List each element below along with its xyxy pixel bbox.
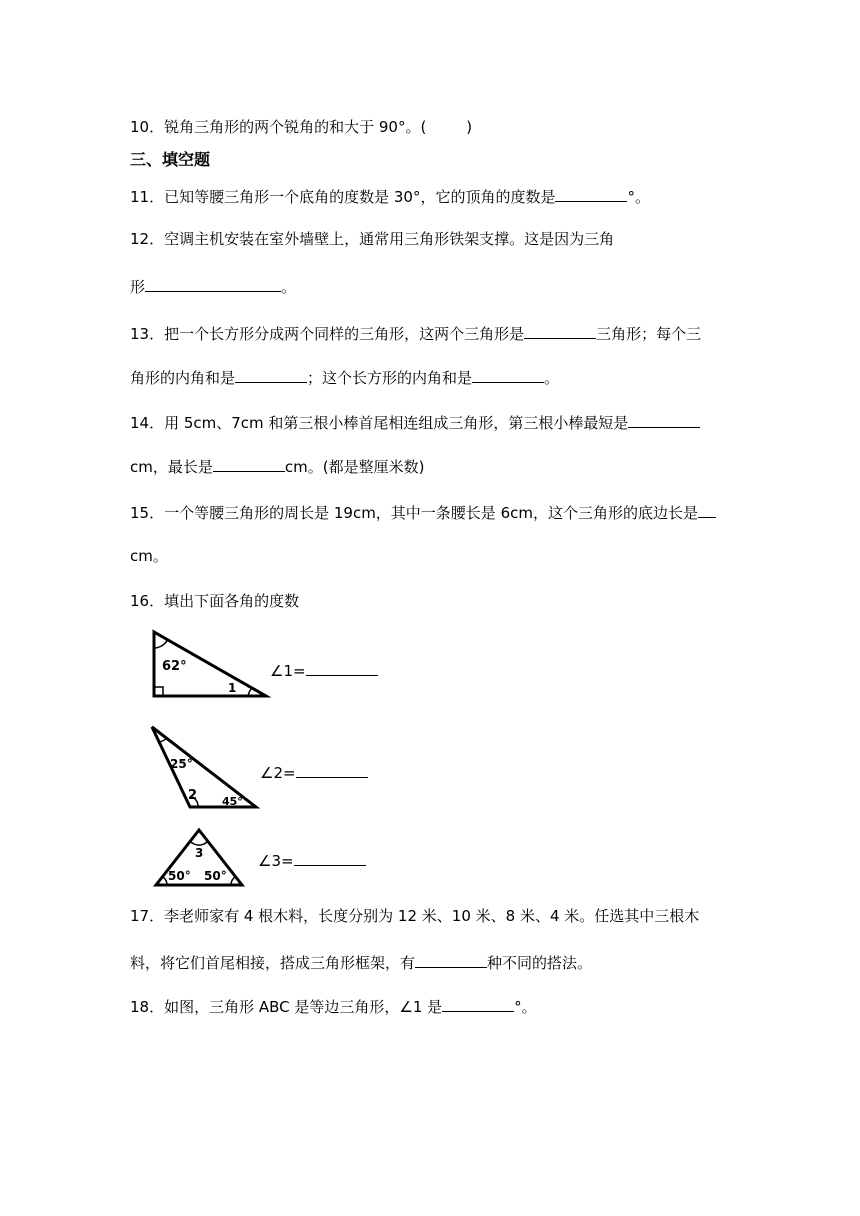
fig1-angle-62: 62° — [162, 659, 187, 674]
fig3-mark-3: 3 — [195, 846, 204, 860]
question-13-line1: 13．把一个长方形分成两个同样的三角形，这两个三角形是 三角形；每个三 — [130, 322, 701, 345]
right-triangle-figure — [148, 628, 272, 700]
fig3-angle-50-right: 50° — [204, 869, 227, 883]
isosceles-triangle-figure — [152, 826, 246, 888]
answer-blank-16a[interactable] — [306, 659, 378, 676]
answer-blank-16b[interactable] — [296, 761, 368, 778]
answer-blank-12[interactable] — [145, 275, 281, 292]
question-14-line1: 14．用 5cm、7cm 和第三根小棒首尾相连组成三角形，第三根小棒最短是 — [130, 411, 700, 434]
answer-blank-11[interactable] — [555, 185, 627, 202]
question-15-line2: cm。 — [130, 547, 168, 565]
answer-blank-16c[interactable] — [294, 849, 366, 866]
question-18: 18．如图，三角形 ABC 是等边三角形，∠1 是 °。 — [130, 995, 537, 1018]
section-3-heading: 三、填空题 — [130, 150, 211, 169]
fig2-angle-45: 45° — [222, 795, 243, 808]
answer-blank-14b[interactable] — [213, 455, 285, 472]
question-11: 11．已知等腰三角形一个底角的度数是 30°，它的顶角的度数是 °。 — [130, 185, 650, 208]
fig3-angle-50-left: 50° — [168, 869, 191, 883]
question-17-line1: 17．李老师家有 4 根木料，长度分别为 12 米、10 米、8 米、4 米。任选其中三根木 — [130, 907, 700, 925]
question-17-line2: 料，将它们首尾相接，搭成三角形框架，有 种不同的搭法。 — [130, 951, 592, 974]
fig2-angle-25: 25° — [170, 757, 193, 771]
answer-blank-15[interactable] — [698, 501, 716, 518]
question-16: 16．填出下面各角的度数 — [130, 592, 300, 610]
fig2-mark-2: 2 — [188, 788, 198, 803]
obtuse-triangle-figure — [146, 722, 262, 812]
answer-blank-18[interactable] — [442, 995, 514, 1012]
angle-3-question: ∠3= — [258, 849, 366, 872]
angle-2-question: ∠2= — [260, 761, 368, 784]
angle-1-question: ∠1= — [270, 659, 378, 682]
fig1-mark-1: 1 — [228, 681, 237, 695]
question-14-line2: cm，最长是 cm。(都是整厘米数) — [130, 455, 424, 478]
question-12-line2: 形 。 — [130, 275, 296, 298]
question-10: 10．锐角三角形的两个锐角的和大于 90°。( ) — [130, 118, 473, 136]
question-15-line1: 15．一个等腰三角形的周长是 19cm，其中一条腰长是 6cm，这个三角形的底边长是 — [130, 501, 716, 524]
answer-blank-14a[interactable] — [628, 411, 700, 428]
answer-blank-17[interactable] — [415, 951, 487, 968]
answer-blank-13c[interactable] — [472, 366, 544, 383]
question-13-line2: 角形的内角和是 ；这个长方形的内角和是 。 — [130, 366, 559, 389]
question-12-line1: 12．空调主机安装在室外墙壁上，通常用三角形铁架支撑。这是因为三角 — [130, 230, 615, 248]
answer-blank-13b[interactable] — [235, 366, 307, 383]
answer-blank-13a[interactable] — [524, 322, 596, 339]
